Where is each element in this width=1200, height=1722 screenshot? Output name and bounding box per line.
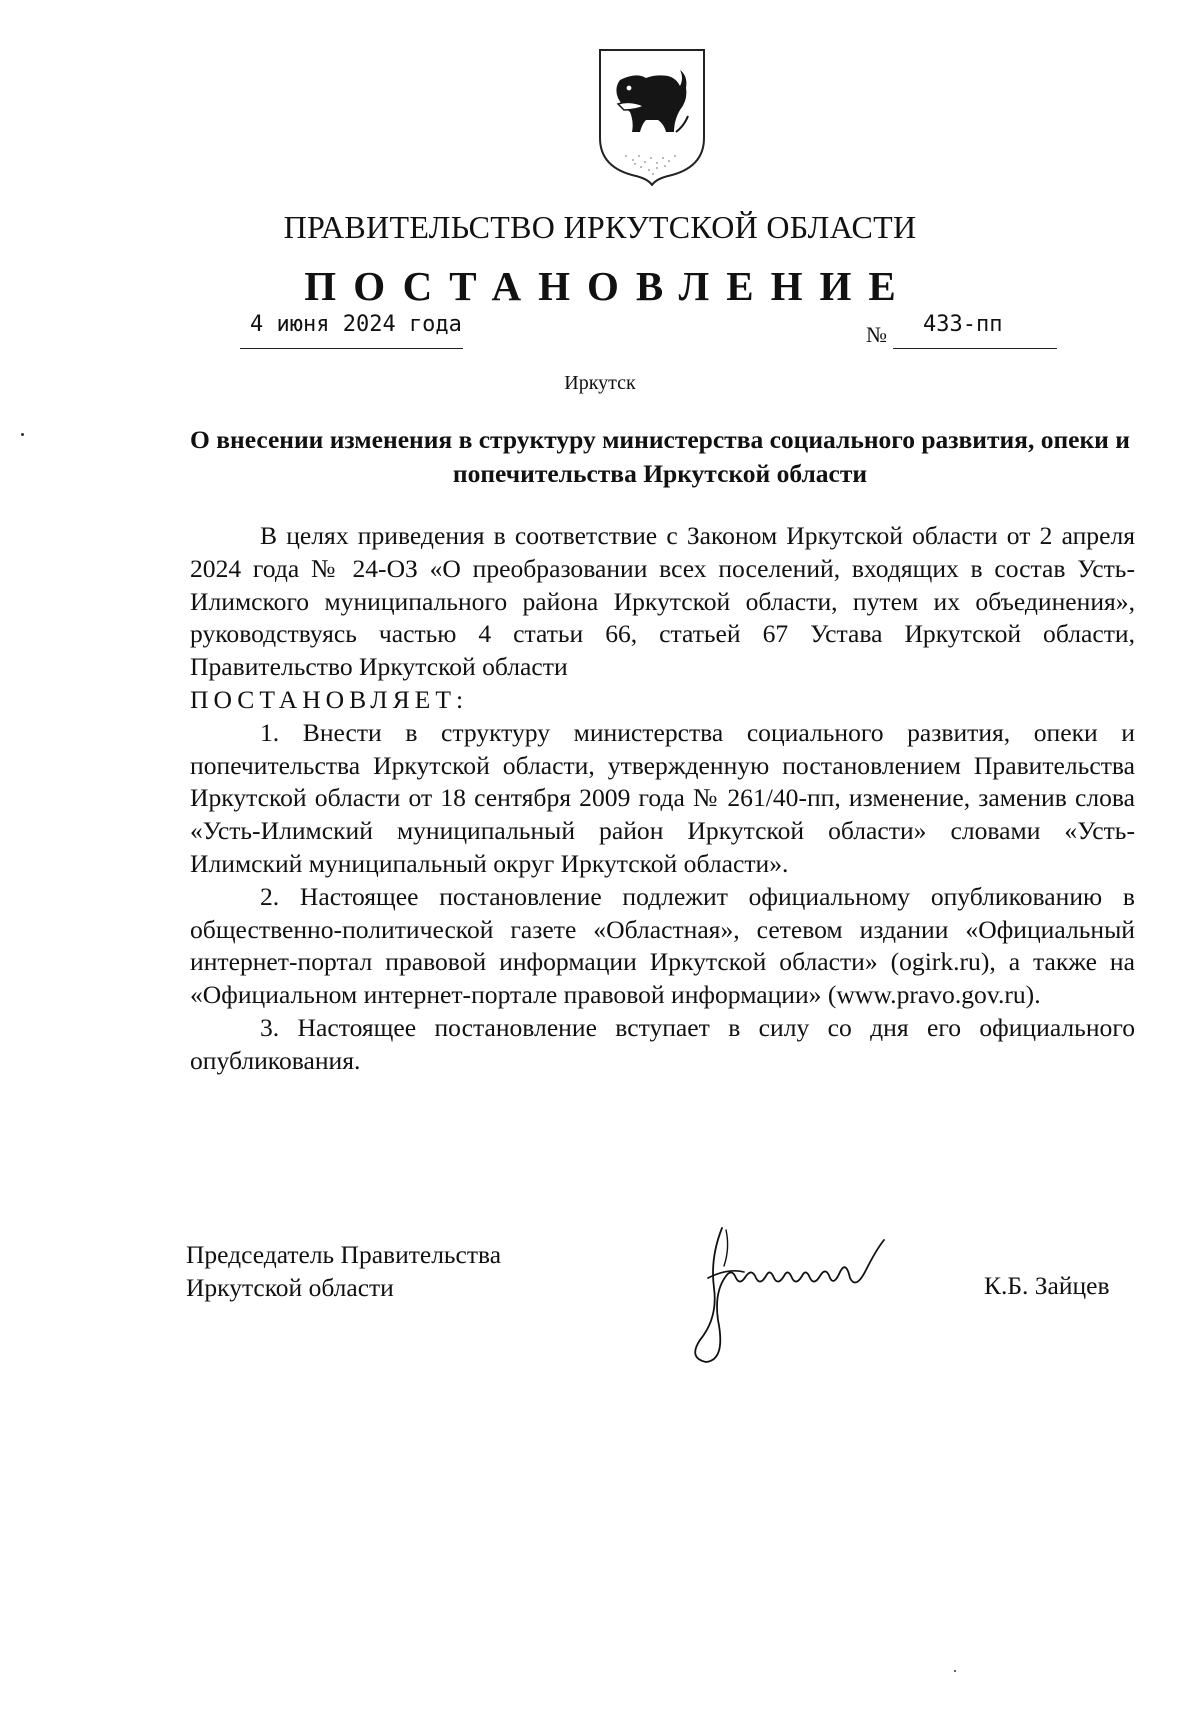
document-body	[190, 520, 1135, 1078]
handwritten-signature	[668, 1220, 948, 1365]
resolves-heading: ПОСТАНОВЛЯЕТ:	[190, 684, 469, 714]
item-paragraph-2: 2. Настоящее постановление подлежит официальному опубликованию в общественно-политической газете «Областная», сетевом издании «Официальный интернет-портал правовой информации Иркутской области» (ogirk.ru), а также на «Официальном интернет-портале правовой информации» (www.pravo.gov.ru).	[190, 881, 1135, 1010]
city: Иркутск	[564, 372, 636, 394]
scan-speck	[954, 1670, 956, 1672]
number-underline	[893, 348, 1057, 349]
coat-of-arms-icon	[596, 46, 708, 186]
signer-name: К.Б. Зайцев	[984, 1271, 1110, 1300]
document-number: 433-пп	[923, 312, 1003, 337]
item-paragraph-1: 1. Внести в структуру министерства социального развития, опеки и попечительства Иркутской области, утвержденную постановлением Правительства Иркутской области от 18 сентября 2009 года № 261/40-пп, изменение, заменив слова «Усть-Илимский муниципальный район Иркутской области» словами «Усть-Илимский муниципальный округ Иркутской области».	[190, 717, 1135, 878]
document-type: ПОСТАНОВЛЕНИЕ	[304, 263, 913, 309]
date-underline	[240, 348, 463, 349]
government-name: ПРАВИТЕЛЬСТВО ИРКУТСКОЙ ОБЛАСТИ	[283, 209, 917, 245]
signer-position	[186, 1238, 501, 1304]
item-paragraph-3: 3. Настоящее постановление вступает в силу со дня его официального опубликования.	[190, 1012, 1135, 1075]
signer-position-line-2: Иркутской области	[186, 1273, 394, 1302]
number-label: №	[866, 322, 887, 347]
signer-position-line-1: Председатель Правительства	[186, 1240, 502, 1269]
document-subject: О внесении изменения в структуру министерства социального развития, опеки и попечительства Иркутской области	[190, 425, 1130, 488]
scan-speck	[21, 433, 24, 436]
preamble-paragraph: В целях приведения в соответствие с Законом Иркутской области от 2 апреля 2024 года № 24-ОЗ «О преобразовании всех поселений, входящих в состав Усть-Илимского муниципального района Иркутской области, путем их объединения», руководствуясь частью 4 статьи 66, статьей 67 Устава Иркутской области, Правительство Иркутской области	[190, 521, 1135, 682]
document-date: 4 июня 2024 года	[250, 312, 462, 337]
